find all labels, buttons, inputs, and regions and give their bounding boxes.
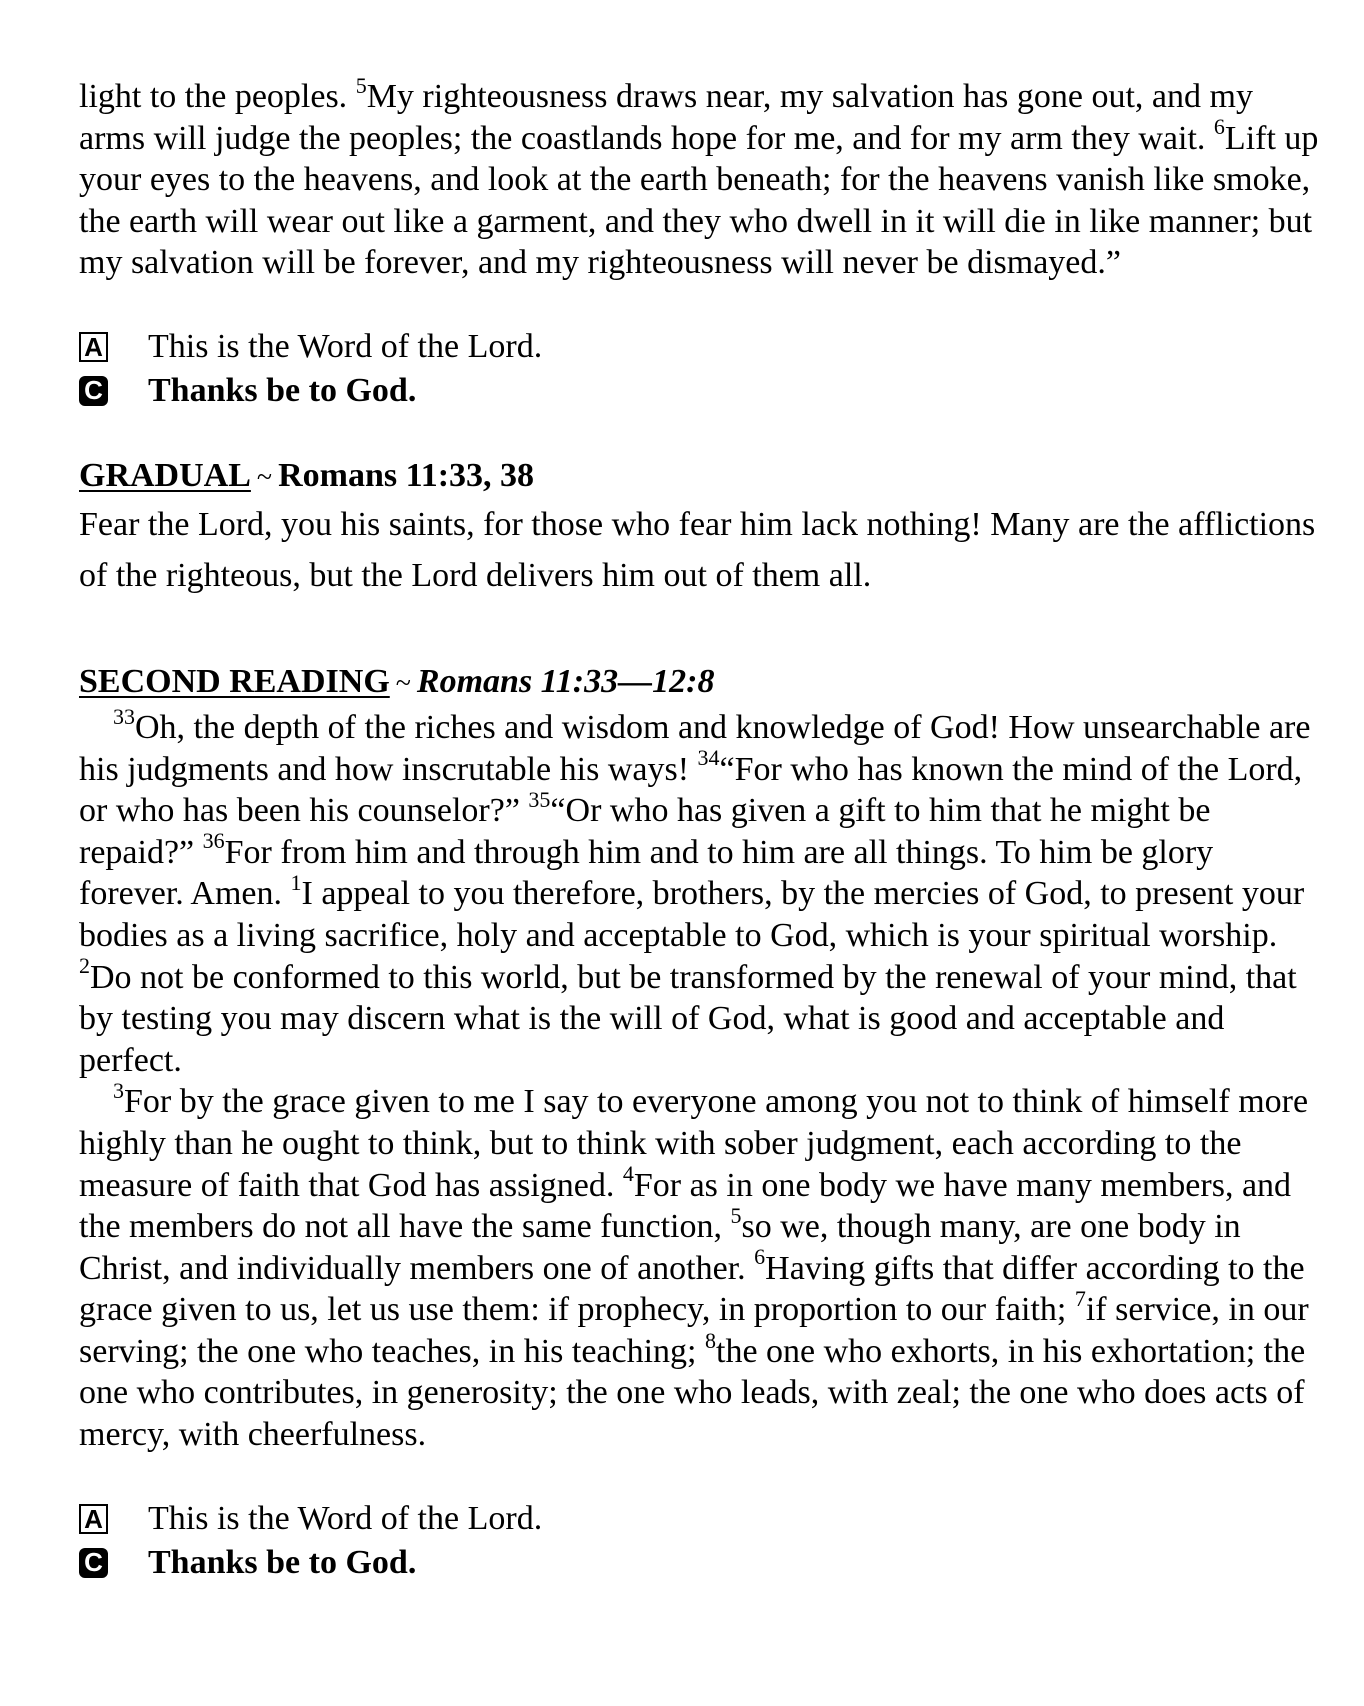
verse-number: 6	[754, 1244, 766, 1270]
verse-text: if service, in our serving; the one who teaches, in his teaching;	[79, 1291, 1309, 1370]
verse-text: so we, though many, are one body in Christ, and individually members one of another.	[79, 1208, 1241, 1287]
assembly-response-text: This is the Word of the Lord.	[148, 1499, 543, 1537]
verse-text: the one who exhorts, in his exhortation; the one who contributes, in generosity; the one who leads, with zeal; the one who does acts of mercy, with cheerfulness.	[79, 1332, 1306, 1454]
verse-text: For by the grace given to me I say to everyone among you not to think of himself more highly than he ought to think, but to think with sober judgment, each according to the measure of faith that God has assigned.	[79, 1083, 1309, 1204]
verse-number: 36	[202, 828, 225, 854]
verse-text: My righteousness draws near, my salvation has gone out, and my arms will judge the peoples; the coastlands hope for me, and for my arm they wait.	[79, 78, 1253, 157]
congregation-response-line	[79, 1541, 1319, 1585]
gradual-section	[79, 455, 1319, 601]
response-block-1	[79, 325, 1319, 413]
verse-text: For from him and through him and to him are all things. To him be glory forever. Amen.	[79, 833, 1214, 913]
second-reading-paragraph-1	[79, 703, 1319, 1081]
verse-text: Oh, the depth of the riches and wisdom and knowledge of God! How unsearchable are his judgments and how inscrutable his ways!	[79, 708, 1311, 788]
verse-number: 4	[622, 1161, 634, 1187]
assembly-response-text: This is the Word of the Lord.	[148, 327, 543, 365]
second-reading-reference: Romans 11:33—12:8	[416, 662, 715, 700]
second-reading-tilde: ~	[395, 667, 411, 699]
verse-number: 5	[355, 72, 367, 98]
verse-number: 34	[697, 745, 720, 771]
verse-text: I appeal to you therefore, brothers, by the mercies of God, to present your bodies as a living sacrifice, holy and acceptable to God, which is your spiritual worship.	[79, 875, 1305, 954]
verse-text: Having gifts that differ according to the grace given to us, let us use them: if prophecy, in proportion to our faith;	[79, 1249, 1305, 1329]
congregation-c-icon: C	[79, 376, 108, 406]
verse-number: 3	[113, 1077, 124, 1103]
verse-text: Do not be conformed to this world, but be transformed by the renewal of your mind, that by testing you may discern what is the will of God, what is good and acceptable and perfect.	[79, 958, 1297, 1079]
verse-text: Lift up your eyes to the heavens, and look at the earth beneath; for the heavens vanish like smoke, the earth will wear out like a garment, and they who dwell in it will die in like manner; but my salvation will be forever, and my righteousness will never be dismayed.”	[79, 119, 1319, 282]
verse-text: “For who has known the mind of the Lord, or who has been his counselor?”	[79, 750, 1303, 830]
gradual-heading	[79, 455, 1319, 499]
verse-number: 2	[79, 953, 90, 979]
assembly-response-line	[79, 1497, 1319, 1541]
assembly-response-line	[79, 325, 1319, 369]
verse-number: 5	[730, 1202, 742, 1228]
verse-text: light to the peoples.	[79, 78, 356, 115]
verse-number: 8	[705, 1327, 716, 1353]
gradual-tilde: ~	[256, 461, 273, 493]
assembly-a-icon: A	[79, 1504, 108, 1534]
verse-number: 33	[113, 703, 135, 729]
verse-number: 7	[1074, 1285, 1086, 1311]
congregation-response-line	[79, 369, 1319, 413]
verse-text: For as in one body we have many members, and the members do not all have the same function,	[79, 1166, 1292, 1246]
congregation-response-text: Thanks be to God.	[148, 371, 417, 409]
gradual-reference: Romans 11:33, 38	[278, 456, 535, 494]
verse-number: 35	[528, 786, 551, 812]
bulletin-page	[79, 72, 1319, 1585]
second-reading-paragraph-2	[79, 1077, 1319, 1455]
second-reading-label: SECOND READING	[79, 662, 390, 700]
first-reading-conclusion	[79, 72, 1319, 284]
gradual-label: GRADUAL	[79, 456, 251, 494]
gradual-text: Fear the Lord, you his saints, for those who fear him lack nothing! Many are the afflictions of the righteous, but the Lord delivers him out of them all.	[79, 505, 1316, 594]
verse-number: 1	[290, 870, 302, 896]
congregation-c-icon: C	[79, 1548, 108, 1578]
second-reading-heading	[79, 661, 1319, 705]
verse-text: “Or who has given a gift to him that he might be repaid?”	[79, 792, 1211, 871]
response-block-2	[79, 1497, 1319, 1585]
second-reading-section	[79, 661, 1319, 1456]
congregation-response-text: Thanks be to God.	[148, 1543, 417, 1581]
assembly-a-icon: A	[79, 332, 108, 362]
verse-number: 6	[1213, 114, 1225, 140]
